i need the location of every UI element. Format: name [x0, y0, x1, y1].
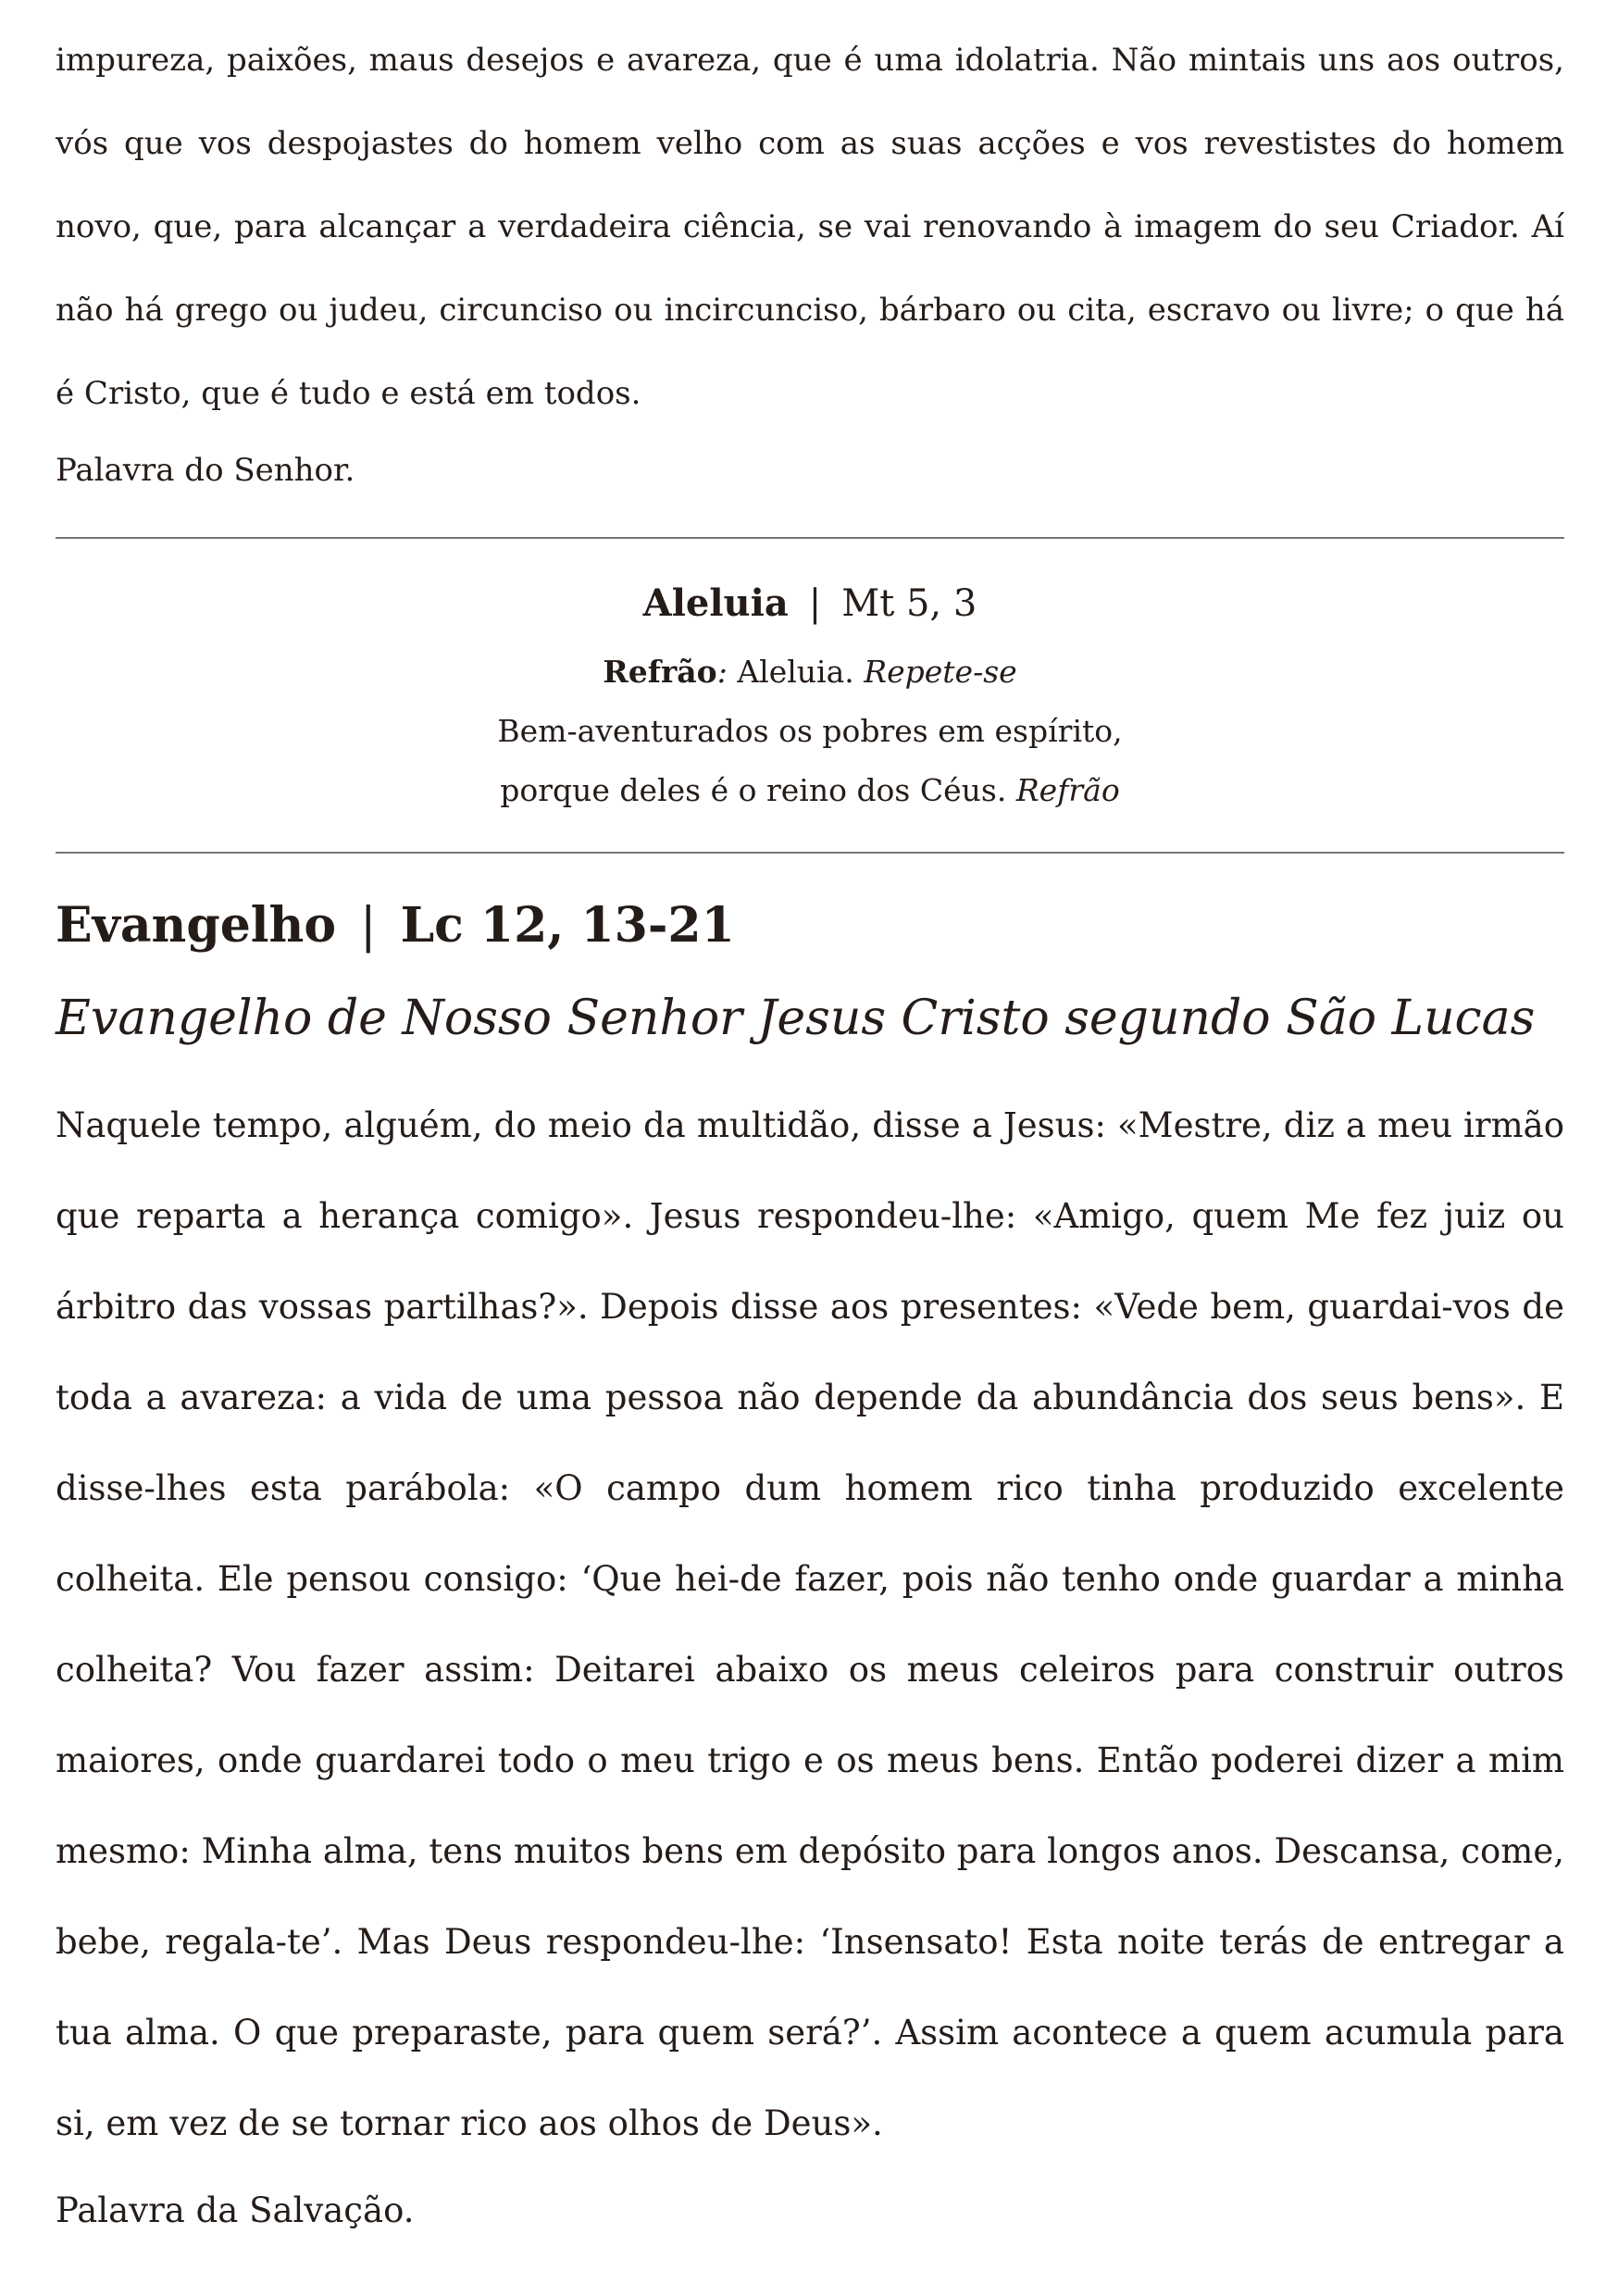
section-divider	[56, 537, 1564, 539]
document-page	[56, 0, 1564, 2230]
gospel-title: Evangelho	[56, 897, 337, 954]
gospel-reference: Lc 12, 13-21	[400, 897, 735, 954]
alleluia-heading	[56, 565, 1564, 643]
verse-text: porque deles é o reino dos Céus.	[500, 772, 1016, 808]
alleluia-verse-line-2	[56, 761, 1564, 820]
refrain-repeat-note: Repete-se	[864, 654, 1017, 690]
heading-separator: |	[360, 898, 377, 954]
gospel-closing: Palavra da Salvação.	[56, 2190, 415, 2230]
gospel-text: Naquele tempo, alguém, do meio da multidão, disse a Jesus: «Mestre, diz a meu irmão que reparta a herança comigo». Jesus respondeu-lhe: «Amigo, quem Me fez juiz ou árbitro das vossas partilhas?». Depois disse aos presentes: «Vede bem, guardai-vos de toda a avareza: a vida de uma pessoa não depende da abundância dos seus bens». E disse-lhes esta parábola: «O campo dum homem rico tinha produzido excelente colheita. Ele pensou consigo: ‘Que hei-de fazer, pois não tenho onde guardar a minha colheita? Vou fazer assim: Deitarei abaixo os meus celeiros para construir outros maiores, onde guardarei todo o meu trigo e os meus bens. Então poderei dizer a mim mesmo: Minha alma, tens muitos bens em depósito para longos anos. Descansa, come, bebe, regala-te’. Mas Deus respondeu-lhe: ‘Insensato! Esta noite terás de entregar a tua alma. O que preparaste, para quem será?’. Assim acontece a quem acumula para si, em vez de se tornar rico aos olhos de Deus».	[56, 1105, 1564, 2143]
gospel-subtitle: Evangelho de Nosso Senhor Jesus Cristo segundo São Lucas	[56, 991, 1536, 1046]
gospel-section	[56, 884, 1564, 2252]
gospel-heading	[56, 884, 1564, 967]
first-reading-closing: Palavra do Senhor.	[56, 452, 355, 489]
alleluia-verse-line-1: Bem-aventurados os pobres em espírito,	[497, 713, 1123, 749]
alleluia-refrain-line	[56, 643, 1564, 702]
refrain-text: Aleluia.	[727, 654, 865, 690]
alleluia-title: Aleluia	[642, 581, 789, 625]
refrain-colon: :	[716, 654, 728, 690]
section-divider	[56, 852, 1564, 854]
heading-separator: |	[808, 582, 822, 625]
refrain-label: Refrão	[603, 654, 717, 690]
alleluia-section	[56, 565, 1564, 820]
alleluia-reference: Mt 5, 3	[841, 582, 977, 625]
first-reading-text: impureza, paixões, maus desejos e avareza, que é uma idolatria. Não mintais uns aos outros, vós que vos despojastes do homem velho com as suas acções e vos revestistes do homem novo, que, para alcançar a verdadeira ciência, se vai renovando à imagem do seu Criador. Aí não há grego ou judeu, circunciso ou incircunciso, bárbaro ou cita, escravo ou livre; o que há é Cristo, que é tudo e está em todos.	[56, 42, 1564, 412]
verse-refrain-note: Refrão	[1015, 772, 1120, 808]
